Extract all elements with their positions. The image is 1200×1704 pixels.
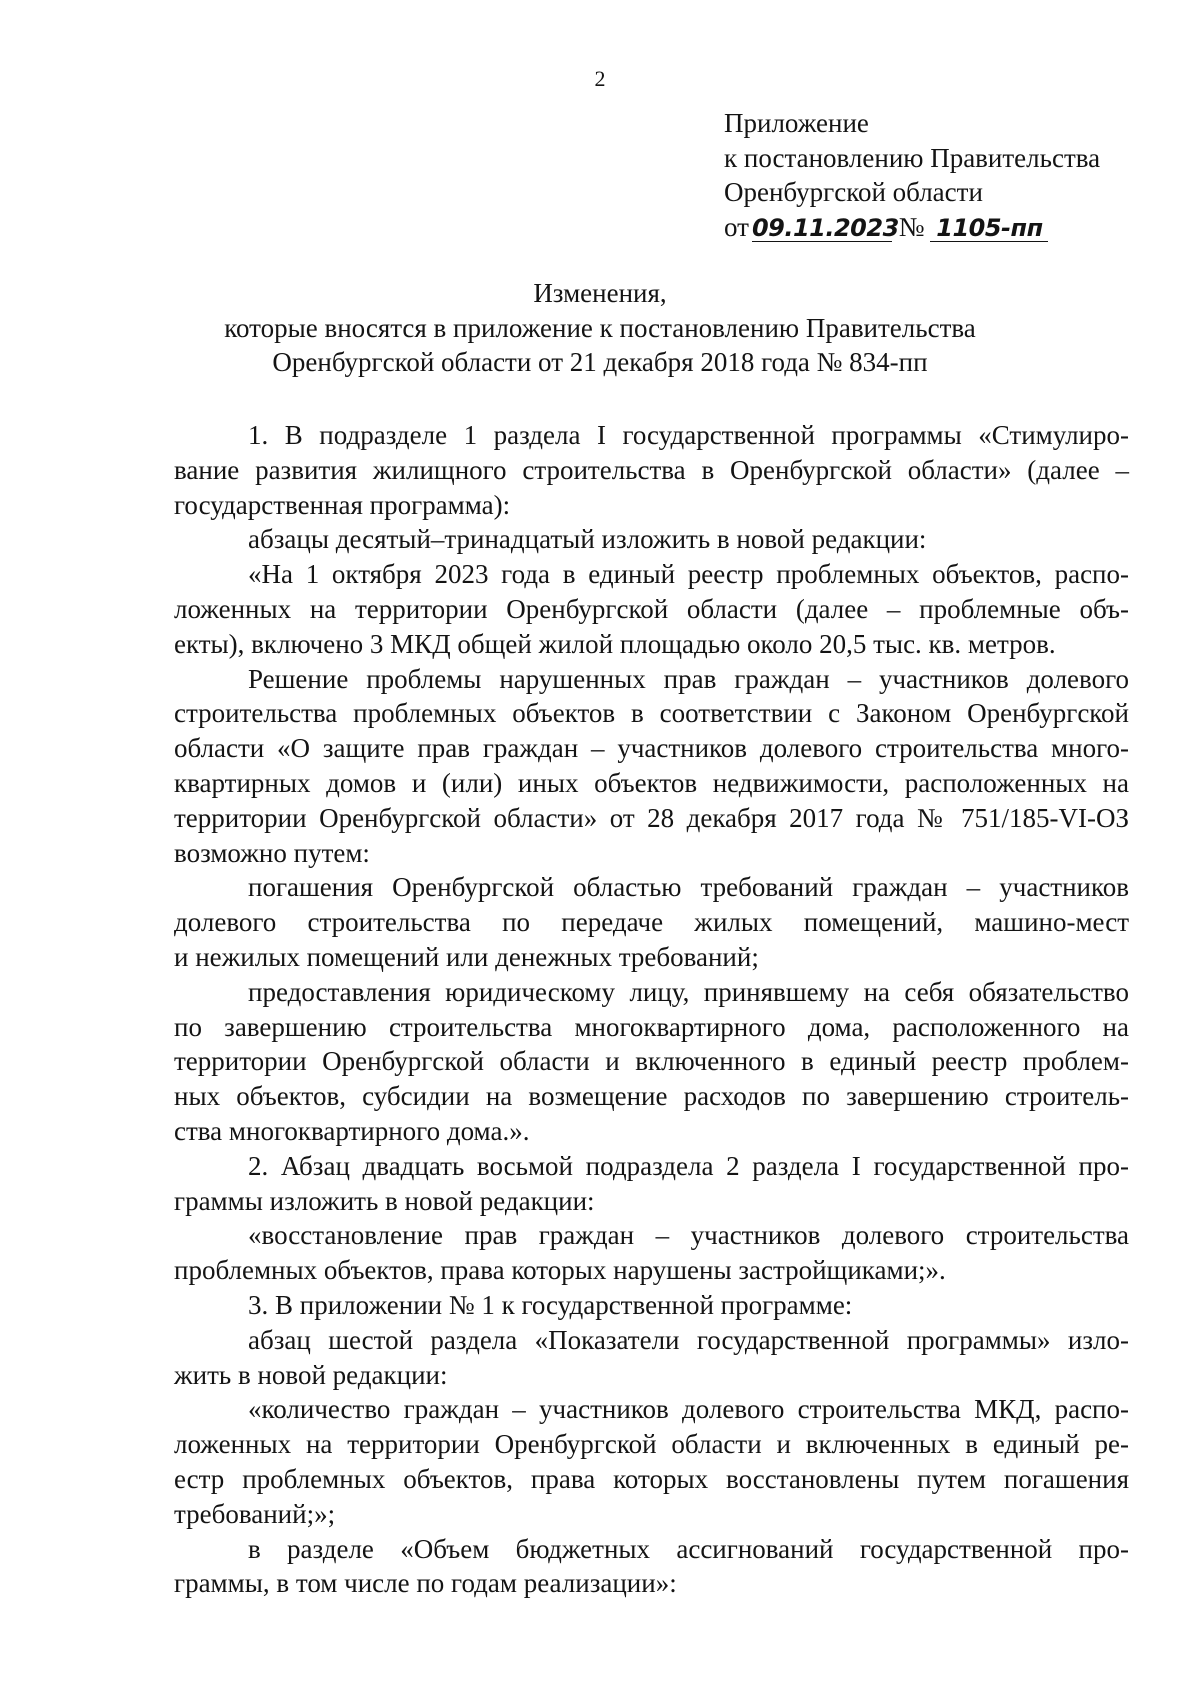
appendix-header (724, 106, 1100, 244)
handwritten-number: 1105-пп (930, 215, 1048, 242)
paragraph-line: жить в новой редакции: (174, 1359, 448, 1390)
paragraph (174, 1323, 1129, 1393)
paragraph-line: государственная программа): (174, 489, 511, 520)
handwritten-date: 09.11.2023 (751, 213, 899, 242)
appendix-line-3: Оренбургской области (724, 177, 983, 207)
paragraph-line: погашения Оренбургской областью требований граждан – участников (248, 872, 1129, 903)
paragraph (174, 418, 1129, 522)
title-line-2: которые вносятся в приложение к постановлению Правительства (224, 312, 976, 343)
paragraph-line: в разделе «Объем бюджетных ассигнований государственной про- (248, 1533, 1129, 1564)
paragraph-line: естр проблемных объектов, права которых восстановлены путем погашения (174, 1463, 1129, 1494)
paragraph-line: долевого строительства по передаче жилых помещений, машино-мест (174, 907, 1129, 938)
paragraph-line: «На 1 октября 2023 года в единый реестр проблемных объектов, распо- (248, 559, 1129, 590)
paragraph-line: предоставления юридическому лицу, принявшему на себя обязательство (248, 976, 1129, 1007)
paragraph-line: 2. Абзац двадцать восьмой подраздела 2 раздела I государственной про- (248, 1150, 1129, 1181)
paragraph-line: проблемных объектов, права которых нарушены застройщиками;». (174, 1255, 946, 1286)
paragraph-line: территории Оренбургской области» от 28 декабря 2017 года № 751/185-VI-ОЗ (174, 802, 1129, 833)
paragraph (174, 1149, 1129, 1219)
from-label: от (724, 211, 749, 242)
paragraph-line: возможно путем: (174, 837, 370, 868)
paragraph (174, 662, 1129, 871)
paragraph-line: территории Оренбургской области и включенного в единый реестр проблем- (174, 1046, 1129, 1077)
paragraph-line: «восстановление прав граждан – участников долевого строительства (248, 1220, 1129, 1251)
paragraph-line: ложенных на территории Оренбургской области и включенных в единый ре- (174, 1429, 1129, 1460)
paragraph-line: ства многоквартирного дома.». (174, 1115, 530, 1146)
paragraph-line: ложенных на территории Оренбургской области (далее – проблемные объ- (174, 593, 1129, 624)
paragraph-line: 3. В приложении № 1 к государственной программе: (248, 1289, 853, 1320)
paragraph-line: и нежилых помещений или денежных требований; (174, 941, 759, 972)
paragraph-line: области «О защите прав граждан – участников долевого строительства много- (174, 733, 1129, 764)
paragraph-line: граммы, в том числе по годам реализации»: (174, 1568, 677, 1599)
paragraph (174, 975, 1129, 1149)
paragraph (174, 1532, 1129, 1602)
paragraph-line: требований;»; (174, 1498, 336, 1529)
appendix-line-4 (724, 210, 1100, 245)
paragraph (174, 1392, 1129, 1531)
paragraph-line: строительства проблемных объектов в соответствии с Законом Оренбургской (174, 698, 1129, 729)
page-number: 2 (594, 66, 606, 91)
paragraph-line: вание развития жилищного строительства в Оренбургской области» (далее – (174, 454, 1129, 485)
paragraph-line: квартирных домов и (или) иных объектов недвижимости, расположенных на (174, 767, 1129, 798)
title-line-3: Оренбургской области от 21 декабря 2018 года № 834-пп (272, 347, 928, 377)
appendix-line-1: Приложение (724, 108, 869, 138)
paragraph-line: «количество граждан – участников долевого строительства МКД, распо- (248, 1394, 1129, 1425)
document-body (174, 418, 1129, 1601)
paragraph (174, 557, 1129, 661)
paragraph-line: 1. В подразделе 1 раздела I государственной программы «Стимулиро- (248, 420, 1129, 450)
paragraph (174, 870, 1129, 974)
paragraph (174, 1288, 1129, 1323)
paragraph-line: екты), включено 3 МКД общей жилой площадью около 20,5 тыс. кв. метров. (174, 628, 1056, 659)
paragraph-line: Решение проблемы нарушенных прав граждан – участников долевого (248, 663, 1129, 694)
paragraph (174, 1218, 1129, 1288)
paragraph-line: абзац шестой раздела «Показатели государственной программы» изло- (248, 1324, 1129, 1355)
paragraph-line: ных объектов, субсидии на возмещение расходов по завершению строитель- (174, 1081, 1129, 1112)
paragraph-line: граммы изложить в новой редакции: (174, 1185, 595, 1216)
paragraph (174, 522, 1129, 557)
title-line-1: Изменения, (533, 278, 667, 308)
paragraph-line: по завершению строительства многоквартирного дома, расположенного на (174, 1011, 1129, 1042)
appendix-line-2: к постановлению Правительства (724, 142, 1101, 173)
paragraph-line: абзацы десятый–тринадцатый изложить в новой редакции: (248, 524, 927, 555)
document-title (0, 276, 1200, 380)
number-label: № (898, 211, 925, 242)
